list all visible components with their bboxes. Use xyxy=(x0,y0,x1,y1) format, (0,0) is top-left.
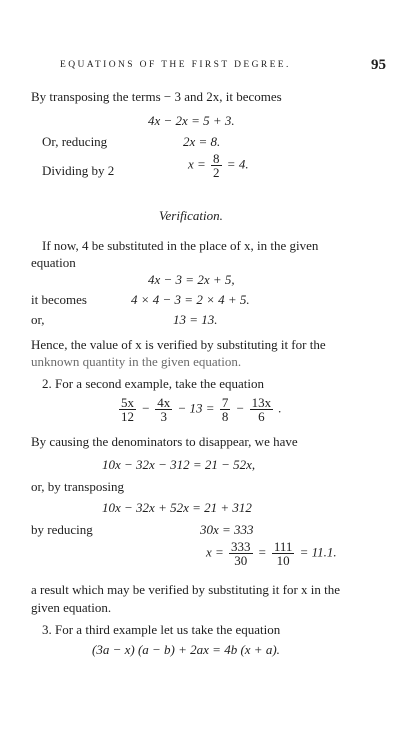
text-line: Hence, the value of x is verified by substituting it for the xyxy=(31,337,326,352)
eq-lhs: x = xyxy=(188,156,206,172)
equation: 4x − 3 = 2x + 5, xyxy=(148,272,235,287)
equation: 4x − 2x = 5 + 3. xyxy=(148,113,235,128)
equation: 30x = 333 xyxy=(200,522,254,537)
fraction xyxy=(211,152,222,179)
fraction xyxy=(155,396,172,423)
punctuation: . xyxy=(278,400,282,416)
denominator: 30 xyxy=(234,553,248,568)
operator: − xyxy=(235,400,245,416)
equation: 10x − 32x − 312 = 21 − 52x, xyxy=(102,457,256,472)
text-line: 2. For a second example, take the equation xyxy=(42,376,265,391)
fraction xyxy=(220,396,231,423)
section-heading: Verification. xyxy=(159,208,223,223)
denominator: 2 xyxy=(213,165,220,180)
text-line: By causing the denominators to disappear, we have xyxy=(31,434,298,449)
denominator: 3 xyxy=(160,409,168,424)
text-label: by reducing xyxy=(31,522,93,537)
fraction xyxy=(119,396,136,423)
equation-fractions xyxy=(117,396,282,423)
text-label: Dividing by 2 xyxy=(42,163,115,178)
numerator: 111 xyxy=(273,539,293,554)
text-line: unknown quantity in the given equation. xyxy=(31,354,242,369)
fraction xyxy=(272,540,295,567)
operator: − 13 = xyxy=(177,400,215,416)
numerator: 4x xyxy=(157,395,171,410)
fraction xyxy=(250,396,274,423)
equation-fraction xyxy=(188,152,249,179)
equation: 10x − 32x + 52x = 21 + 312 xyxy=(102,500,252,515)
text-label: or, by transposing xyxy=(31,479,124,494)
text-label: Or, reducing xyxy=(42,134,108,149)
denominator: 8 xyxy=(221,409,229,424)
eq-rhs: = 4. xyxy=(226,156,249,172)
numerator: 5x xyxy=(121,395,134,410)
text-line: If now, 4 be substituted in the place of x, in the given xyxy=(42,238,319,253)
equation: (3a − x) (a − b) + 2ax = 4b (x + a). xyxy=(92,642,280,657)
running-title: EQUATIONS OF THE FIRST DEGREE. xyxy=(60,60,291,70)
equation: 13 = 13. xyxy=(173,312,218,327)
equation: 4 × 4 − 3 = 2 × 4 + 5. xyxy=(131,292,250,307)
text-label: or, xyxy=(31,312,45,327)
operator: = xyxy=(257,544,267,560)
numerator: 13x xyxy=(251,395,272,410)
page-number: 95 xyxy=(371,57,386,73)
operator: − xyxy=(141,400,151,416)
text-line: given equation. xyxy=(31,600,112,615)
numerator: 7 xyxy=(221,395,229,410)
text-label: it becomes xyxy=(31,292,87,307)
eq-lhs: x = xyxy=(206,544,224,560)
denominator: 6 xyxy=(258,409,265,424)
denominator: 12 xyxy=(121,409,134,424)
text-line: 3. For a third example let us take the equation xyxy=(42,622,281,637)
text-line: a result which may be verified by substituting it for x in the xyxy=(31,582,341,597)
numerator: 8 xyxy=(213,151,220,166)
text-line: By transposing the terms − 3 and 2x, it becomes xyxy=(31,89,282,104)
equation-fractions xyxy=(206,540,337,567)
eq-rhs: = 11.1. xyxy=(299,544,337,560)
denominator: 10 xyxy=(276,553,290,568)
text-line: equation xyxy=(31,255,76,270)
equation: 2x = 8. xyxy=(183,134,221,149)
fraction xyxy=(229,540,253,567)
numerator: 333 xyxy=(231,539,251,554)
